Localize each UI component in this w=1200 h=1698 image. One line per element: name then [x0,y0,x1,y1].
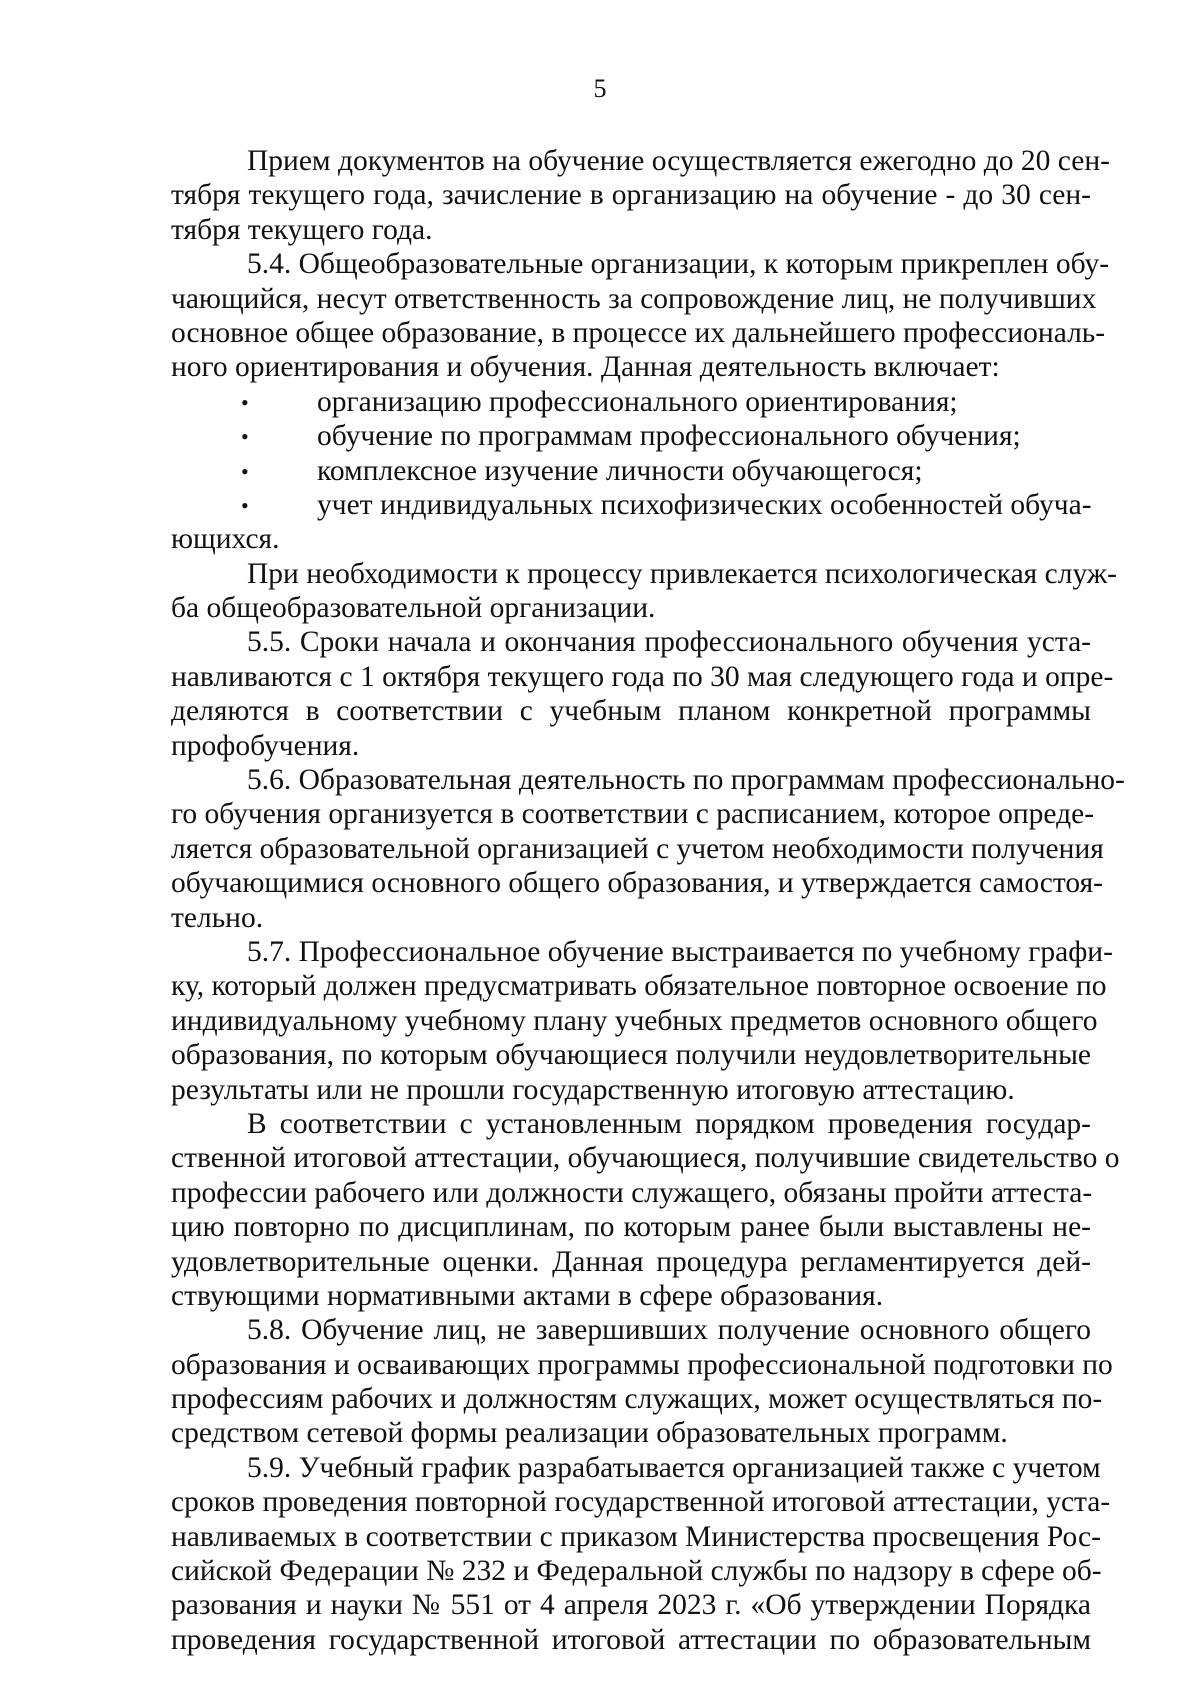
text-line: разования и науки № 551 от 4 апреля 2023 г. «Об утверждении Порядка [171,1589,1091,1622]
text-line: ствующими нормативными актами в сфере образования. [171,1279,884,1312]
text-line: навливаются с 1 октября текущего года по 30 мая следующего года и опре- [171,660,1114,693]
text-line: деляются в соответствии с учебным планом конкретной программы [171,695,1091,728]
text-line: тября текущего года. [171,213,433,246]
text-line: 5.5. Сроки начала и окончания профессионального обучения уста- [247,626,1091,659]
text-line: В соответствии с установленным порядком проведения государ- [247,1107,1091,1140]
text-line: профессиям рабочих и должностям служащих, может осуществляться по- [171,1383,1103,1416]
list-item [171,454,1091,488]
list-item-text: комплексное изучение личности обучающегося; [317,454,923,487]
text-line: При необходимости к процессу привлекается психологическая служ- [247,557,1118,590]
text-line: цию повторно по дисциплинам, по которым ранее были выставлены не- [171,1211,1091,1244]
paragraph-p5 [171,763,1125,935]
text-line: образования, по которым обучающиеся получили неудовлетворительные [171,1039,1091,1072]
bullet-icon: • [241,424,249,450]
bullet-icon: • [241,492,249,518]
text-line: 5.4. Общеобразовательные организации, к которым прикреплен обу- [247,248,1110,281]
bullet-list [171,385,1091,557]
text-line: средством сетевой формы реализации образовательных программ. [171,1417,1008,1450]
list-item-text: обучение по программам профессионального обучения; [317,420,1021,453]
paragraph-p4 [171,625,1114,763]
bullet-icon: • [241,389,249,415]
list-item [171,488,1091,522]
text-line: результаты или не прошли государственную итоговую аттестацию. [171,1073,1015,1106]
text-line: 5.8. Обучение лиц, не завершивших получение основного общего [247,1314,1091,1347]
paragraph-p1 [171,144,1110,247]
paragraph-p8 [171,1313,1113,1451]
text-line: проведения государственной итоговой аттестации по образовательным [171,1623,1091,1656]
paragraph-p3 [171,557,1118,626]
text-line: навливаемых в соответствии с приказом Министерства просвещения Рос- [171,1520,1101,1553]
text-line: ляется образовательной организацией с учетом необходимости получения [171,832,1104,865]
text-line: сроков проведения повторной государственной итоговой аттестации, уста- [171,1486,1111,1519]
list-item [171,385,1091,419]
document-body [171,144,1125,1657]
text-line: сийской Федерации № 232 и Федеральной службы по надзору в сфере об- [171,1555,1102,1588]
text-line: ба общеобразовательной организации. [171,592,656,625]
paragraph-p2 [171,247,1110,385]
text-line: тября текущего года, зачисление в организацию на обучение - до 30 сен- [171,179,1091,212]
paragraph-p6 [171,935,1113,1107]
text-line: 5.6. Образовательная деятельность по программам профессионально- [247,764,1125,797]
text-line: основное общее образование, в процессе их дальнейшего профессиональ- [171,316,1106,349]
list-item-text: учет индивидуальных психофизических особенностей обуча- [317,488,1092,521]
text-line: го обучения организуется в соответствии с расписанием, которое опреде- [171,798,1095,831]
text-line: ного ориентирования и обучения. Данная деятельность включает: [171,351,1000,384]
text-line: ственной итоговой аттестации, обучающиеся, получившие свидетельство о [171,1142,1120,1175]
text-line: удовлетворительные оценки. Данная процедура регламентируется дей- [171,1245,1091,1278]
list-item [171,419,1091,453]
text-line: ку, который должен предусматривать обязательное повторное освоение по [171,970,1107,1003]
text-line: Прием документов на обучение осуществляется ежегодно до 20 сен- [247,145,1110,177]
list-item-text: организацию профессионального ориентирования; [317,385,958,418]
text-line: 5.7. Профессиональное обучение выстраивается по учебному графи- [247,935,1113,968]
text-line: профобучения. [171,729,360,762]
paragraph-p9 [171,1451,1111,1657]
text-line: индивидуальному учебному плану учебных предметов основного общего [171,1004,1098,1037]
text-line: обучающимися основного общего образования, и утверждается самостоя- [171,867,1103,900]
text-line: чающийся, несут ответственность за сопровождение лиц, не получивших [171,282,1097,315]
text-line: тельно. [171,901,264,934]
text-line: профессии рабочего или должности служащего, обязаны пройти аттеста- [171,1176,1093,1209]
text-line: 5.9. Учебный график разрабатывается организацией также с учетом [247,1451,1101,1484]
paragraph-p7 [171,1107,1120,1313]
text-line: образования и осваивающих программы профессиональной подготовки по [171,1348,1113,1381]
page-number: 5 [593,74,607,103]
bullet-icon: • [241,458,249,484]
list-item-continuation: ющихся. [171,523,280,556]
